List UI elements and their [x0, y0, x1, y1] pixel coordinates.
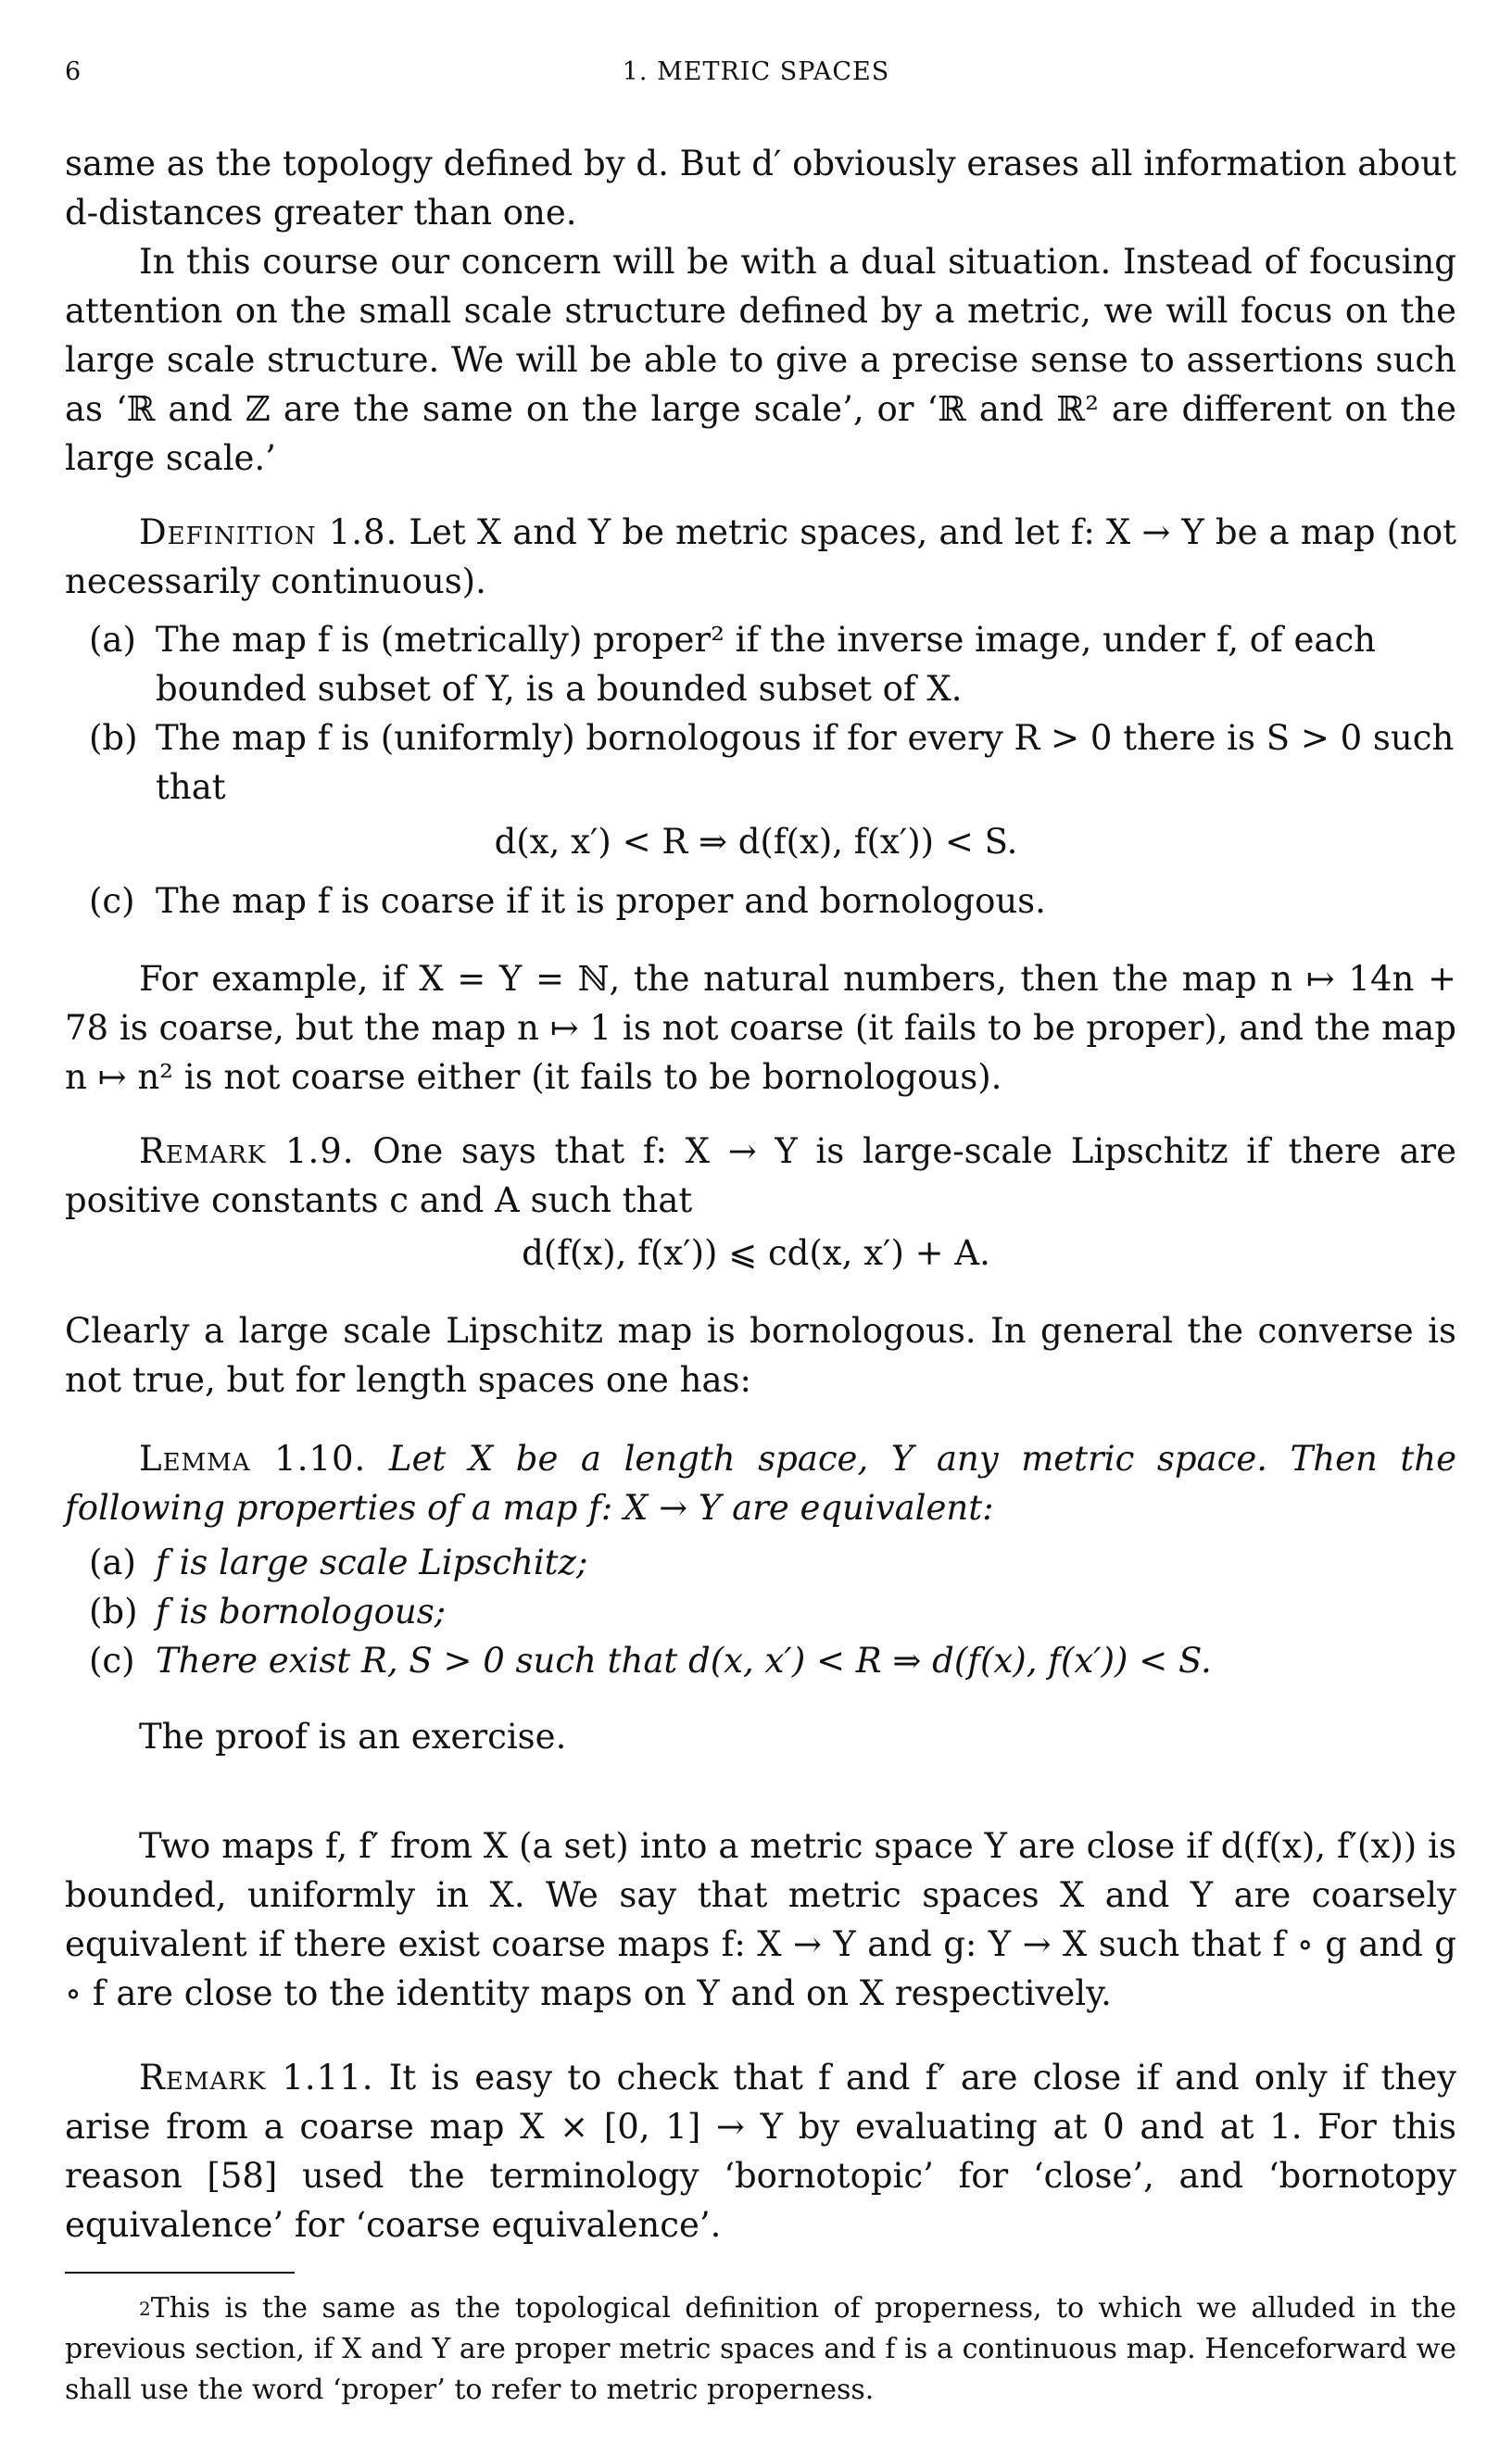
lemma-item-a — [89, 1538, 1456, 1587]
definition-label: Definition 1.8. — [139, 512, 398, 552]
display-equation-bornologous: d(x, x′) < R ⇒ d(f(x), f(x′)) < S. — [494, 822, 1018, 862]
item-marker: (a) — [89, 1543, 136, 1582]
item-text: f is bornologous; — [156, 1592, 447, 1632]
remark-1-11 — [65, 2053, 1468, 2249]
footnote — [65, 2288, 1466, 2411]
remark-label: Remark 1.11. — [139, 2058, 374, 2098]
footnote-text: This is the same as the topological definition of properness, to which we alluded in the previous section, if X and Y are proper metric spaces and f is a continuous map. Henceforward we shall use the word ‘proper’ to refer to metric properness. — [65, 2292, 1466, 2406]
item-marker: (a) — [89, 620, 136, 660]
proof-line: The proof is an exercise. — [139, 1717, 567, 1757]
definition-item-a — [89, 615, 1456, 713]
definition-1-8 — [65, 508, 1468, 606]
lemma-label: Lemma 1.10. — [139, 1439, 367, 1479]
item-marker: (b) — [89, 718, 138, 758]
remark-label: Remark 1.9. — [139, 1131, 355, 1171]
remark-text: One says that f: X → Y is large-scale Lipschitz if there are positive constants c and A such that — [65, 1131, 1468, 1220]
item-text: f is large scale Lipschitz; — [156, 1543, 588, 1582]
remark-text: It is easy to check that f and f′ are close if and only if they arise from a coarse map X × [0, 1] → Y by evaluating at 0 and at 1. For this reason [58] used the terminology ‘bornotopic’ for ‘close’, and ‘bornotopy equivalence’ for ‘coarse equivalence’. — [65, 2058, 1468, 2245]
item-text: The map f is (metrically) proper² if the inverse image, under f, of each bounded subset of Y, is a bounded subset of X. — [156, 620, 1387, 709]
running-header: 1. METRIC SPACES — [622, 57, 890, 86]
item-text: There exist R, S > 0 such that d(x, x′) < R ⇒ d(f(x), f(x′)) < S. — [156, 1641, 1212, 1681]
lemma-text: Let X be a length space, Y any metric space. Then the following properties of a map f: X → Y are equivalent: — [65, 1439, 1456, 1528]
lemma-item-b — [89, 1587, 1456, 1636]
item-marker: (b) — [89, 1592, 138, 1632]
display-equation-lipschitz: d(f(x), f(x′)) ⩽ cd(x, x′) + A. — [522, 1233, 990, 1273]
item-text: The map f is coarse if it is proper and bornologous. — [156, 881, 1046, 921]
definition-item-c — [89, 876, 1456, 926]
item-marker: (c) — [89, 1641, 135, 1681]
lemma-item-c — [89, 1636, 1456, 1685]
footnote-marker: 2 — [139, 2298, 151, 2320]
paragraph-dual-situation: In this course our concern will be with a dual situation. Instead of focusing attention on the small scale structure defined by a metric, we will focus on the large scale structure. We will be able to give a precise sense to assertions such as ‘ℝ and ℤ are the same on the large scale’, or ‘ℝ and ℝ² are different on the large scale.’ — [65, 242, 1468, 478]
item-text: The map f is (uniformly) bornologous if for every R > 0 there is S > 0 such that — [156, 718, 1466, 807]
footnote-rule — [65, 2272, 295, 2274]
item-marker: (c) — [89, 881, 135, 921]
definition-item-b — [89, 713, 1466, 812]
definition-text: Let X and Y be metric spaces, and let f: X → Y be a map (not necessarily continuous). — [65, 512, 1468, 601]
paragraph-example: For example, if X = Y = ℕ, the natural numbers, then the map n ↦ 14n + 78 is coarse, but the map n ↦ 1 is not coarse (it fails to be proper), and the map n ↦ n² is not coarse either (it fails to be bornologous). — [65, 959, 1468, 1097]
remark-1-9 — [65, 1127, 1468, 1225]
paragraph-close-maps: Two maps f, f′ from X (a set) into a metric space Y are close if d(f(x), f′(x)) is bounded, uniformly in X. We say that metric spaces X and Y are coarsely equivalent if there exist coarse maps f: X → Y and g: Y → X such that f ∘ g and g ∘ f are close to the identity maps on Y and on X respectively. — [65, 1826, 1468, 2013]
page-number: 6 — [65, 57, 82, 86]
paragraph-clearly: Clearly a large scale Lipschitz map is bornologous. In general the converse is not true, but for length spaces one has: — [65, 1311, 1468, 1400]
lemma-1-10 — [65, 1434, 1456, 1532]
paragraph-topology: same as the topology defined by d. But d′ obviously erases all information about d-distances greater than one. — [65, 144, 1468, 233]
